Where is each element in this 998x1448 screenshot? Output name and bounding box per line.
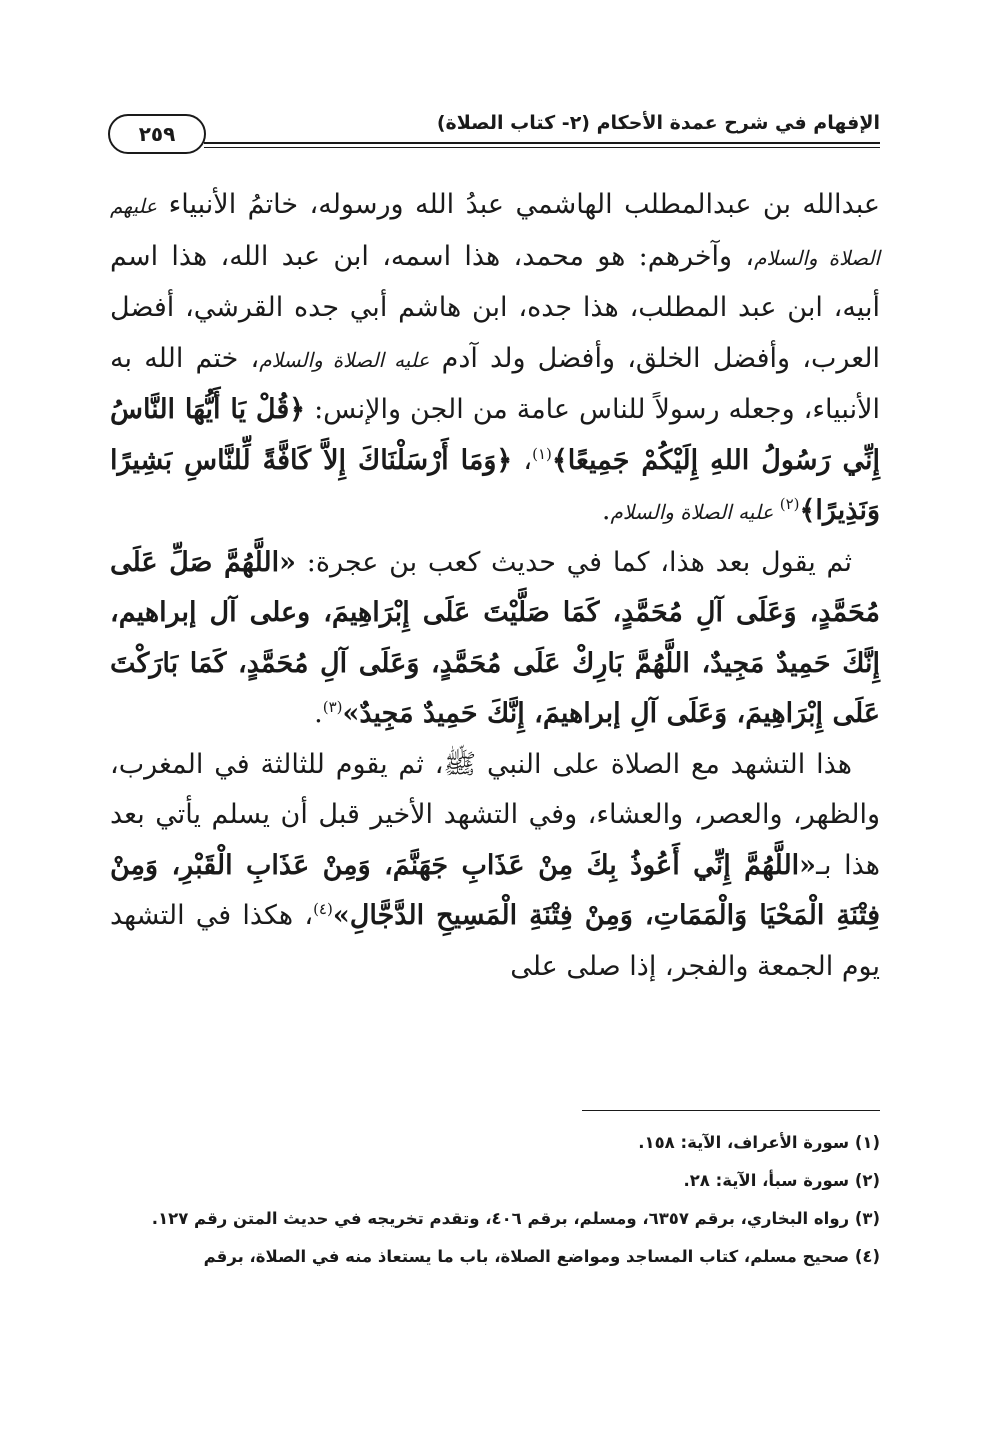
page-header [108,112,880,164]
book-title: الإفهام في شرح عمدة الأحكام (٢- كتاب الصلاة) [436,112,880,134]
text-run: هذا التشهد مع الصلاة على النبي ﷺ، ثم يقوم للثالثة في المغرب، والظهر، والعصر، والعشاء، وفي التشهد الأخير قبل أن يسلم يأتي بعد هذا بـ [110,748,880,881]
honorific: عليه الصلاة والسلام [259,347,430,372]
text-run: ، [512,444,533,476]
footnote-ref: (٢) [779,495,800,513]
paragraph-1 [110,180,880,538]
text-run: عبدالله بن عبدالمطلب الهاشمي عبدُ الله ورسوله، خاتمُ الأنبياء [157,189,880,220]
hadith-text: «اللَّهُمَّ صَلِّ عَلَى مُحَمَّدٍ، وَعَلَى آلِ مُحَمَّدٍ، كَمَا صَلَّيْتَ عَلَى إِبْرَاهِيمَ، وعلى آل إبراهيم، إِنَّكَ حَمِيدٌ مَجِيدٌ، اللَّهُمَّ بَارِكْ عَلَى مُحَمَّدٍ، وَعَلَى آلِ مُحَمَّدٍ، كَمَا بَارَكْتَ عَلَى إِبْرَاهِيمَ، وَعَلَى آلِ إبراهيمَ، إِنَّكَ حَمِيدٌ مَجِيدٌ» [110,546,880,729]
honorific: عليهم الصلاة والسلام [110,194,880,270]
footnote-2: (٢) سورة سبأ، الآية: ٢٨. [683,1171,880,1190]
page-number: ٢٥٩ [108,114,206,154]
footnotes [110,1124,880,1276]
hadith-text: «اللَّهُمَّ إِنِّي أَعُوذُ بِكَ مِنْ عَذَابِ جَهَنَّمَ، وَمِنْ عَذَابِ الْقَبْرِ، وَمِنْ فِتْنَةِ الْمَحْيَا وَالْمَمَاتِ، وَمِنْ فِتْنَةِ الْمَسِيحِ الدَّجَّالِ» [110,849,880,931]
honorific: عليه الصلاة والسلام [610,500,780,524]
text-run: ، هكذا في التشهد يوم الجمعة والفجر، إذا صلى على [110,900,880,982]
header-rule [204,142,880,144]
footnote-ref: (١) [532,444,552,463]
main-text [110,180,880,992]
quran-verse: ﴿وَمَا أَرْسَلْنَاكَ إِلاَّ كَافَّةً لِّلنَّاسِ بَشِيرًا وَنَذِيرًا﴾ [110,444,880,526]
footnote-ref: (٤) [313,900,333,918]
paragraph-2 [110,538,880,740]
text-run: ، ختم الله به الأنبياء، وجعله رسولاً للناس عامة من الجن والإنس: [110,342,880,425]
text-run: . [314,698,323,729]
footnote-ref: (٣) [322,698,343,716]
quran-verse: ﴿قُلْ يَا أَيُّهَا النَّاسُ إِنِّي رَسُولُ اللهِ إِلَيْكُمْ جَمِيعًا﴾ [110,394,880,476]
text-run: ، وآخرهم: هو محمد، هذا اسمه، ابن عبد الله، هذا اسم أبيه، ابن عبد المطلب، هذا جده، ابن هاشم أبي جده القرشي، أفضل العرب، وأفضل الخلق، وأفضل ولد آدم [110,240,881,374]
footnote-1: (١) سورة الأعراف، الآية: ١٥٨. [638,1133,880,1152]
footnote-3: (٣) رواه البخاري، برقم ٦٣٥٧، ومسلم، برقم ٤٠٦، وتقدم تخريجه في حديث المتن رقم ١٢٧. [151,1209,880,1228]
text-run: . [601,495,611,526]
header-rule-thin [204,147,880,148]
footnote-divider [582,1110,880,1111]
paragraph-3 [110,740,880,993]
text-run: ثم يقول بعد هذا، كما في حديث كعب بن عجرة: [295,546,852,578]
footnote-4: (٤) صحيح مسلم، كتاب المساجد ومواضع الصلاة، باب ما يستعاذ منه في الصلاة، برقم [203,1247,880,1266]
